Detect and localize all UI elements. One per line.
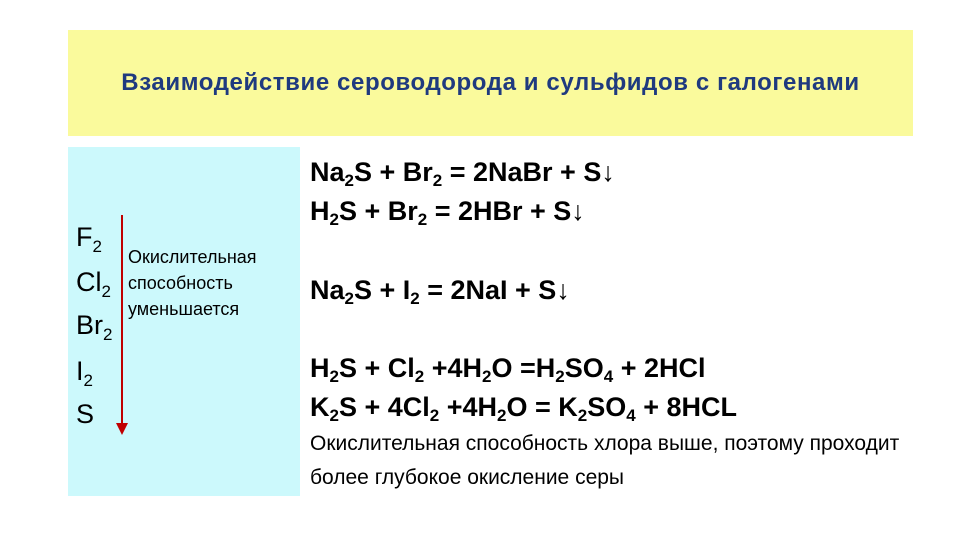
title-banner	[68, 30, 913, 136]
equation-text: O =H	[491, 353, 556, 383]
equation-subscript: 4	[603, 367, 614, 386]
equation-subscript: 2	[429, 406, 440, 425]
equation-subscript: 2	[344, 171, 354, 190]
equation-text: + 8HCL	[635, 392, 738, 422]
equation-text: Na	[310, 275, 345, 305]
halogen-s: S	[76, 399, 95, 429]
equation-text: K	[310, 392, 330, 422]
equation-subscript: 2	[482, 367, 492, 386]
halogen-i2: $I_2$	[76, 356, 93, 390]
halogen-f2: $F_2$	[76, 222, 102, 256]
equation-subscript: 4	[626, 406, 636, 425]
equation-subscript: 2	[414, 367, 425, 386]
equation-text: = 2NaI + S↓	[419, 275, 570, 305]
equation-text: H	[310, 353, 330, 383]
equation-text: +4H	[424, 353, 483, 383]
equation-text: O = K	[506, 392, 578, 422]
equation-text: SO	[564, 353, 604, 383]
equation-text: S + 4Cl	[338, 392, 430, 422]
equation-subscript: 2	[577, 406, 588, 425]
halogen-br2: $Br_2$	[76, 310, 113, 344]
equation-subscript: 2	[329, 210, 339, 229]
halogen-cl2: $Cl_2$	[76, 267, 111, 301]
equation-subscript: 2	[497, 406, 507, 425]
equation-1	[310, 156, 615, 188]
equation-subscript: 2	[329, 367, 339, 386]
trend-line-3: уменьшается	[128, 299, 240, 319]
trend-line-1: Окислительная	[128, 247, 257, 267]
halogen-panel	[68, 147, 300, 496]
equation-5	[310, 391, 737, 423]
equation-text: S + I	[353, 275, 411, 305]
explanation-note: Окислительная способность хлора выше, поэтому проходит более глубокое окисление серы	[310, 432, 900, 489]
equation-text: = 2NaBr + S↓	[442, 157, 615, 187]
equation-text: = 2HBr + S↓	[427, 196, 585, 226]
equation-text: SO	[587, 392, 627, 422]
equation-subscript: 2	[555, 367, 565, 386]
equation-text: S + Br	[353, 157, 433, 187]
equation-subscript: 2	[410, 289, 420, 308]
arrow-down-icon	[116, 423, 128, 435]
equation-subscript: 2	[417, 210, 428, 229]
equation-subscript: 2	[432, 171, 443, 190]
equation-4	[310, 352, 706, 384]
equation-text: + 2HCl	[613, 353, 706, 383]
equation-subscript: 2	[344, 289, 354, 308]
equation-text: +4H	[439, 392, 498, 422]
equation-2	[310, 195, 585, 227]
equation-text: H	[310, 196, 330, 226]
slide-title: Взаимодействие сероводорода и сульфидов с галогенами	[121, 69, 860, 96]
equation-text: S + Cl	[338, 353, 415, 383]
trend-label	[128, 244, 257, 322]
decrease-arrow-line	[121, 215, 123, 429]
equation-text: S + Br	[338, 196, 418, 226]
equation-3	[310, 274, 570, 306]
trend-line-2: способность	[128, 273, 233, 293]
equation-subscript: 2	[329, 406, 339, 425]
equation-text: Na	[310, 157, 345, 187]
